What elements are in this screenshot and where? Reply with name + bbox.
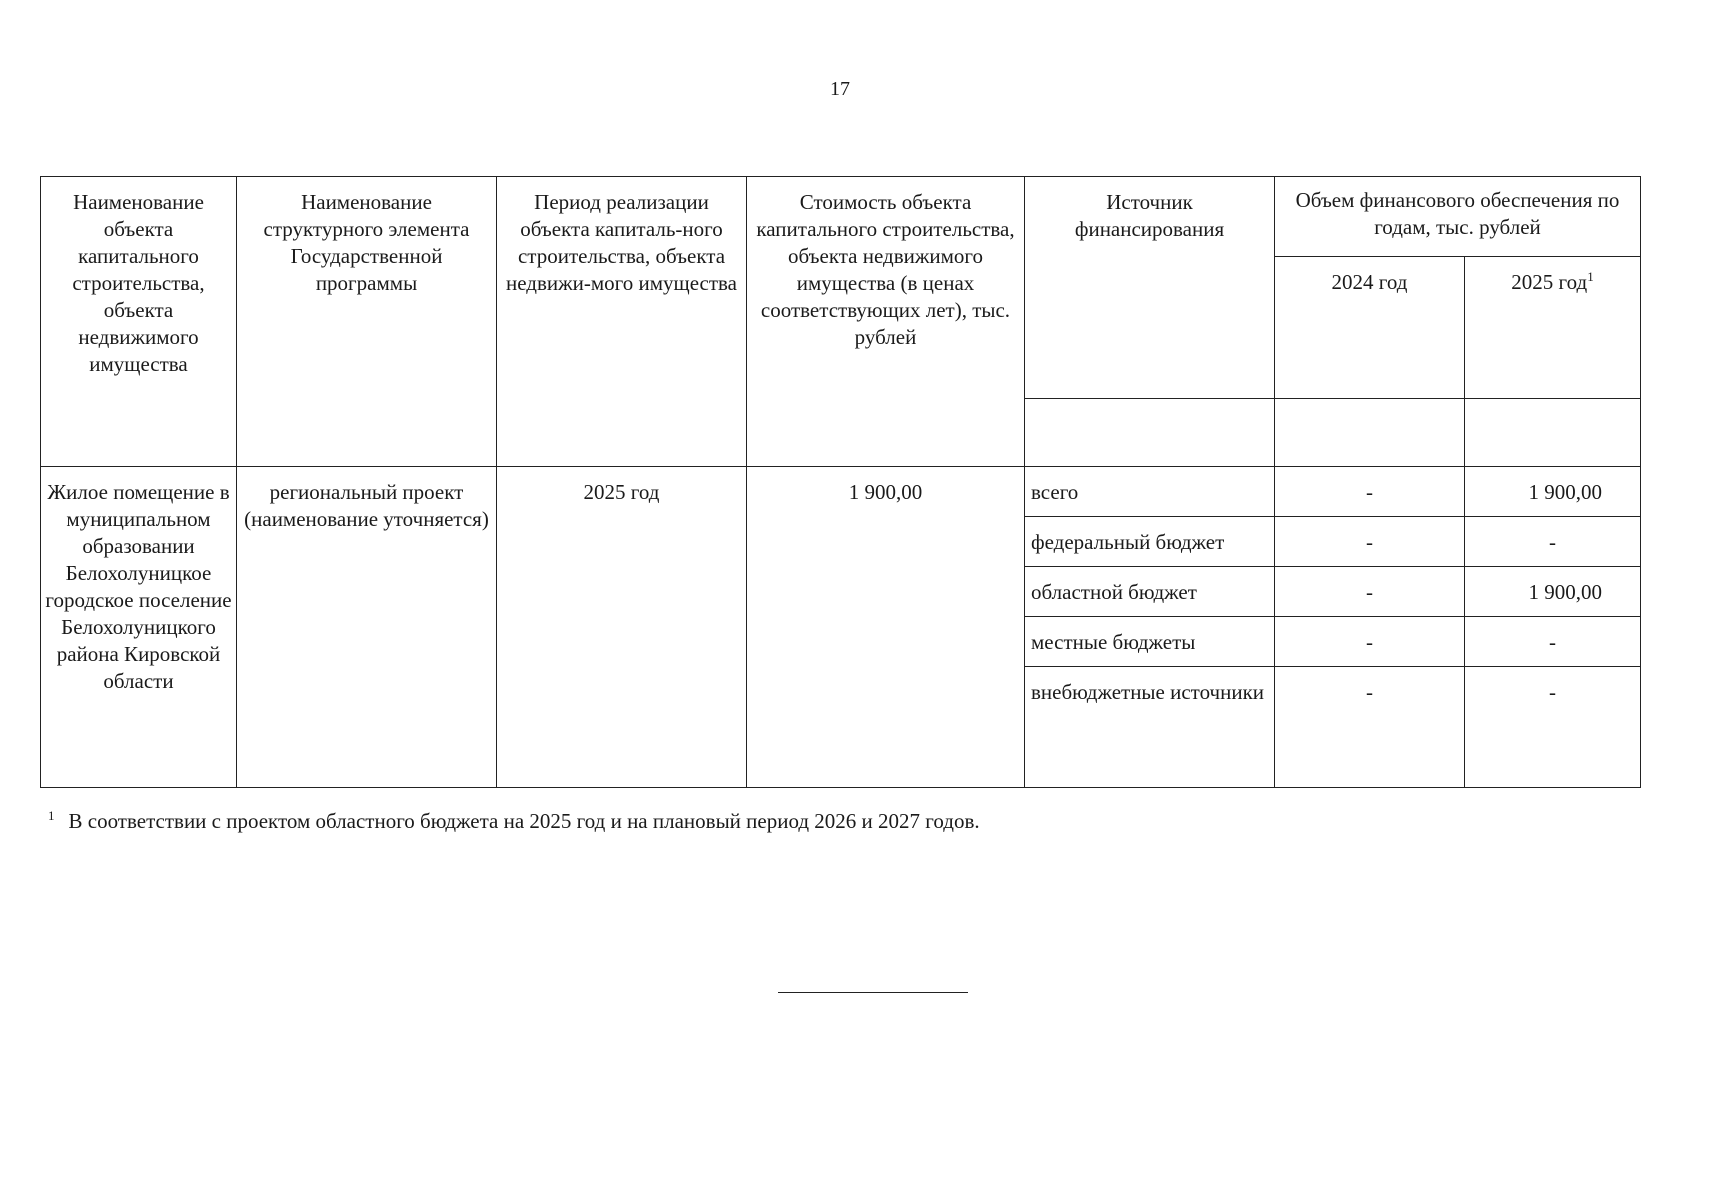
- closing-rule: [778, 992, 968, 993]
- header-empty-2025: [1465, 399, 1641, 467]
- cell-value-2024: -: [1275, 567, 1465, 617]
- cell-period: 2025 год: [497, 467, 747, 788]
- header-source: Источник финансирования: [1025, 177, 1275, 399]
- cell-structural-element: региональный проект (наименование уточняется): [237, 467, 497, 788]
- header-financing-volume: Объем финансового обеспечения по годам, тыс. рублей: [1275, 177, 1641, 257]
- cell-source-name: местные бюджеты: [1025, 617, 1275, 667]
- cell-value-2025: -: [1465, 667, 1641, 788]
- header-period: Период реализации объекта капиталь-ного строительства, объекта недвижи-мого имущества: [497, 177, 747, 467]
- header-empty-source: [1025, 399, 1275, 467]
- footnote-mark: 1: [48, 808, 55, 823]
- header-empty-2024: [1275, 399, 1465, 467]
- year-2025-label: 2025 год: [1511, 270, 1588, 294]
- cell-value-2024: -: [1275, 617, 1465, 667]
- footnote-text: В соответствии с проектом областного бюджета на 2025 год и на плановый период 2026 и 2027 годов.: [68, 809, 980, 833]
- cell-source-name: всего: [1025, 467, 1275, 517]
- header-year-2025: [1465, 257, 1641, 399]
- header-cost: Стоимость объекта капитального строительства, объекта недвижимого имущества (в ценах соответствующих лет), тыс. рублей: [747, 177, 1025, 467]
- page-number: 17: [830, 78, 850, 100]
- capital-construction-table: [40, 176, 1641, 788]
- header-object-name: Наименование объекта капитального строительства, объекта недвижимого имущества: [41, 177, 237, 467]
- cell-source-name: федеральный бюджет: [1025, 517, 1275, 567]
- cell-cost: 1 900,00: [747, 467, 1025, 788]
- cell-value-2024: -: [1275, 467, 1465, 517]
- cell-value-2024: -: [1275, 667, 1465, 788]
- cell-value-2025: 1 900,00: [1465, 567, 1641, 617]
- header-year-2024: 2024 год: [1275, 257, 1465, 399]
- header-structural-element: Наименование структурного элемента Государственной программы: [237, 177, 497, 467]
- cell-value-2024: -: [1275, 517, 1465, 567]
- cell-source-name: областной бюджет: [1025, 567, 1275, 617]
- cell-value-2025: 1 900,00: [1465, 467, 1641, 517]
- cell-value-2025: -: [1465, 517, 1641, 567]
- table-row: [41, 467, 1641, 517]
- cell-source-name: внебюджетные источники: [1025, 667, 1275, 788]
- cell-value-2025: -: [1465, 617, 1641, 667]
- footnote-reference: 1: [1587, 269, 1594, 284]
- cell-object-name: Жилое помещение в муниципальном образовании Белохолуницкое городское поселение Белохолуницкого района Кировской области: [41, 467, 237, 788]
- footnote: [48, 808, 980, 834]
